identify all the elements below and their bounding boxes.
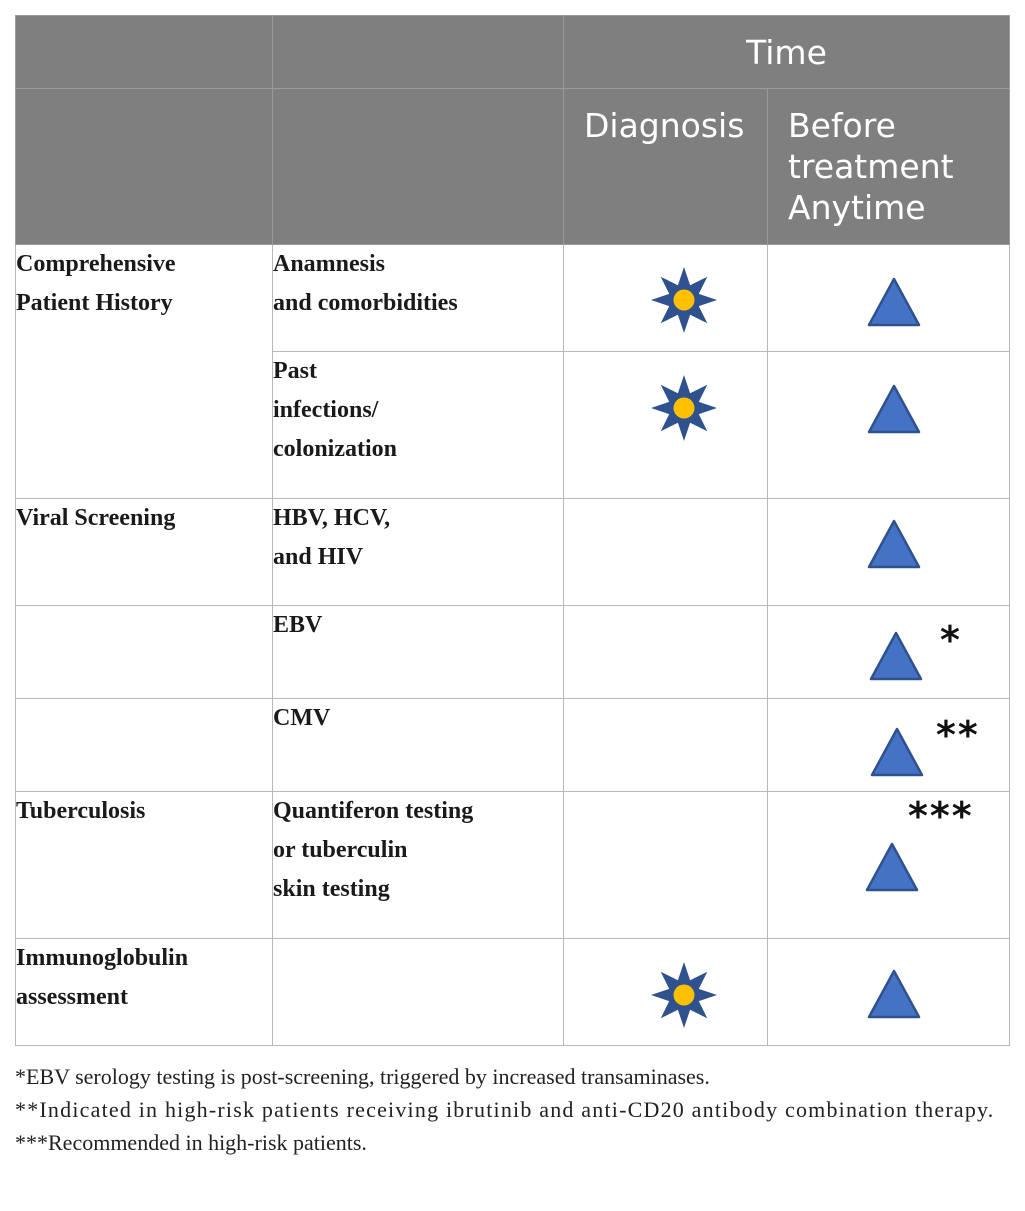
table-row xyxy=(16,499,1010,606)
footnotes xyxy=(15,1060,1009,1159)
header-row-time xyxy=(16,16,1010,89)
item-cell xyxy=(273,699,564,792)
item-line: Past xyxy=(273,358,317,384)
header-before-line-3: Anytime xyxy=(788,188,926,227)
category-cell xyxy=(16,939,273,1046)
triangle-icon xyxy=(867,384,921,434)
diagnosis-cell xyxy=(564,792,768,939)
category-line: Immunoglobulin xyxy=(16,945,189,971)
item-cell-empty xyxy=(273,939,564,1046)
item-line: and comorbidities xyxy=(273,290,458,316)
triangle-icon xyxy=(865,842,919,892)
table-row xyxy=(16,792,1010,939)
diagnosis-cell xyxy=(564,939,768,1046)
item-line: or tuberculin xyxy=(273,837,408,863)
footnote-1: *EBV serology testing is post-screening, triggered by increased transaminases. xyxy=(15,1064,710,1089)
table-row xyxy=(16,699,1010,792)
item-line: Quantiferon testing xyxy=(273,798,474,824)
item-line: infections/ xyxy=(273,397,379,423)
before-cell xyxy=(768,245,1010,352)
header-before-line-1: Before xyxy=(788,106,896,145)
before-cell xyxy=(768,606,1010,699)
footnote-marker: ** xyxy=(936,713,980,757)
category-cell-empty xyxy=(16,699,273,792)
item-line: and HIV xyxy=(273,544,364,570)
header-row-columns xyxy=(16,89,1010,245)
item-line: Anamnesis xyxy=(273,251,386,277)
star-icon xyxy=(650,374,718,442)
footnote-2: **Indicated in high-risk patients receiving ibrutinib and anti-CD20 antibody combination therapy. xyxy=(15,1097,995,1122)
triangle-icon xyxy=(867,969,921,1019)
star-icon xyxy=(650,961,718,1029)
star-icon xyxy=(650,266,718,334)
header-empty-4 xyxy=(273,89,564,245)
category-line: Comprehensive xyxy=(16,251,176,277)
table-row xyxy=(16,245,1010,352)
before-cell xyxy=(768,499,1010,606)
category-line: Patient History xyxy=(16,290,173,316)
item-cell xyxy=(273,352,564,499)
category-cell xyxy=(16,245,273,499)
diagnosis-cell xyxy=(564,606,768,699)
item-line: EBV xyxy=(273,612,323,638)
category-line: Tuberculosis xyxy=(16,798,146,824)
header-before-line-2: treatment xyxy=(788,147,954,186)
item-line: CMV xyxy=(273,705,331,731)
triangle-icon xyxy=(867,519,921,569)
category-cell xyxy=(16,792,273,939)
item-line: colonization xyxy=(273,436,397,462)
item-line: HBV, HCV, xyxy=(273,505,391,531)
header-empty-3 xyxy=(16,89,273,245)
header-empty-2 xyxy=(273,16,564,89)
before-cell xyxy=(768,352,1010,499)
table-row xyxy=(16,939,1010,1046)
footnote-3: ***Recommended in high-risk patients. xyxy=(15,1130,367,1155)
triangle-icon xyxy=(869,631,923,681)
before-cell xyxy=(768,939,1010,1046)
item-line: skin testing xyxy=(273,876,390,902)
item-cell xyxy=(273,245,564,352)
category-line: Viral Screening xyxy=(16,505,176,531)
item-cell xyxy=(273,606,564,699)
header-diagnosis: Diagnosis xyxy=(564,89,768,245)
category-line: assessment xyxy=(16,984,128,1010)
diagnosis-cell xyxy=(564,699,768,792)
item-cell xyxy=(273,499,564,606)
diagnosis-cell xyxy=(564,352,768,499)
footnote-marker: * xyxy=(940,618,962,662)
footnote-marker: *** xyxy=(908,794,974,838)
diagnosis-cell xyxy=(564,499,768,606)
category-cell xyxy=(16,499,273,606)
diagnosis-cell xyxy=(564,245,768,352)
item-cell xyxy=(273,792,564,939)
header-empty-1 xyxy=(16,16,273,89)
before-cell xyxy=(768,792,1010,939)
header-time: Time xyxy=(564,16,1010,89)
triangle-icon xyxy=(867,277,921,327)
triangle-icon xyxy=(870,727,924,777)
screening-table xyxy=(15,15,1010,1046)
before-cell xyxy=(768,699,1010,792)
table-row xyxy=(16,606,1010,699)
header-before-treatment xyxy=(768,89,1010,245)
category-cell-empty xyxy=(16,606,273,699)
